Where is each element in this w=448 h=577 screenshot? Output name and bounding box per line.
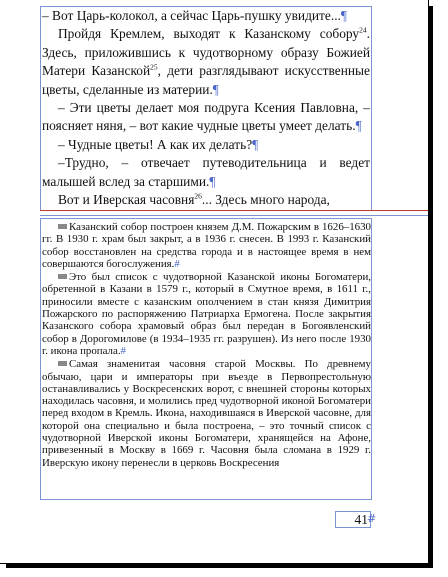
- paragraph[interactable]: Вот и Иверская часовня$^{26}$... Здесь много народа,: [58, 191, 330, 208]
- footnote-ref[interactable]: 25: [150, 62, 158, 72]
- footnote-marker-icon: [58, 274, 67, 279]
- footnote[interactable]: Казанский собор построен князем Д.М. Пожарским в 1626–1630 гг. В 1930 г. храм был закрыт, а в 1936 г. снесен. В 1993 г. Казанский собор восстановлен на средства города и в настоящее время в нем совершаются богослужения.#: [42, 221, 371, 270]
- page-shadow: [6, 564, 433, 568]
- paragraph[interactable]: – Эти цветы делает моя подруга Ксения Павловна, – поясняет няня, – вот какие чудные цветы умеет делать.¶: [42, 100, 370, 134]
- footnote-marker-icon: [58, 361, 67, 366]
- page-number: 41: [354, 512, 368, 527]
- pilcrow-mark: ¶: [209, 173, 216, 189]
- paragraph[interactable]: –Трудно, – отвечает путеводительница и ведет малышей вслед за старшими.¶: [42, 155, 370, 189]
- footnote-ref[interactable]: 24: [359, 25, 367, 35]
- footnote[interactable]: Это был список с чудотворной Казанской иконы Богоматери, обретенной в Казани в 1579 г., который в Смутное время, в 1611 г., приносили вместе с казанским ополчением в стан князя Димитрия Пожарского по распоряжению Патриарха Ермогена. После закрытия Казанского собора храмовый образ был передан в Богоявленский собор в Дорогомилове (в 1934–1935 гг. разрушен). Из него после 1930 г. икона пропала.#: [42, 271, 371, 357]
- pilcrow-mark: ¶: [212, 81, 219, 97]
- footnotes-block[interactable]: [42, 221, 371, 499]
- end-of-story-mark: #: [120, 344, 126, 357]
- pilcrow-mark: ¶: [252, 136, 259, 152]
- pilcrow-mark: ¶: [355, 118, 362, 134]
- end-of-story-mark: #: [367, 512, 377, 525]
- paragraph[interactable]: – Вот Царь-колокол, а сейчас Царь-пушку увидите...¶: [42, 8, 347, 23]
- column-guide: [40, 215, 428, 216]
- paragraph[interactable]: – Чудные цветы! А как их делать?¶: [58, 136, 259, 152]
- paragraph[interactable]: Пройдя Кремлем, выходят к Казанскому собору$^{24}$. Здесь, приложившись к чудотворному образу Божией Матери Казанской$^{25}$, дети разглядывают искусственные цветы, сделанные из материи.¶: [42, 25, 370, 97]
- pilcrow-mark: ¶: [340, 8, 347, 23]
- footnote[interactable]: Самая знаменитая часовня старой Москвы. По древнему обычаю, цари и императоры при въезде в Первопрестольную останавливались у Воскресенских ворот, с внешней стороны которых находилась часовня, и молились пред чудотворной иконой Богоматери перед входом в Кремль. Икона, находившаяся в Иверской часовне, для которой она специально и была построена, – это точный список с чудотворной Иверской иконы Богоматери, хранящейся на Афоне, привезенный в Москву в 1669 г. Часовня была сломана в 1929 г. Иверскую икону перенесли в церковь Воскресения: [42, 358, 371, 469]
- text-boundary-guide: [40, 210, 428, 211]
- footnote-marker-icon: [58, 224, 67, 229]
- page-shadow: [429, 6, 433, 568]
- end-of-story-mark: #: [174, 257, 180, 270]
- footnote-ref[interactable]: 26: [194, 191, 202, 201]
- main-text-block[interactable]: [42, 7, 370, 209]
